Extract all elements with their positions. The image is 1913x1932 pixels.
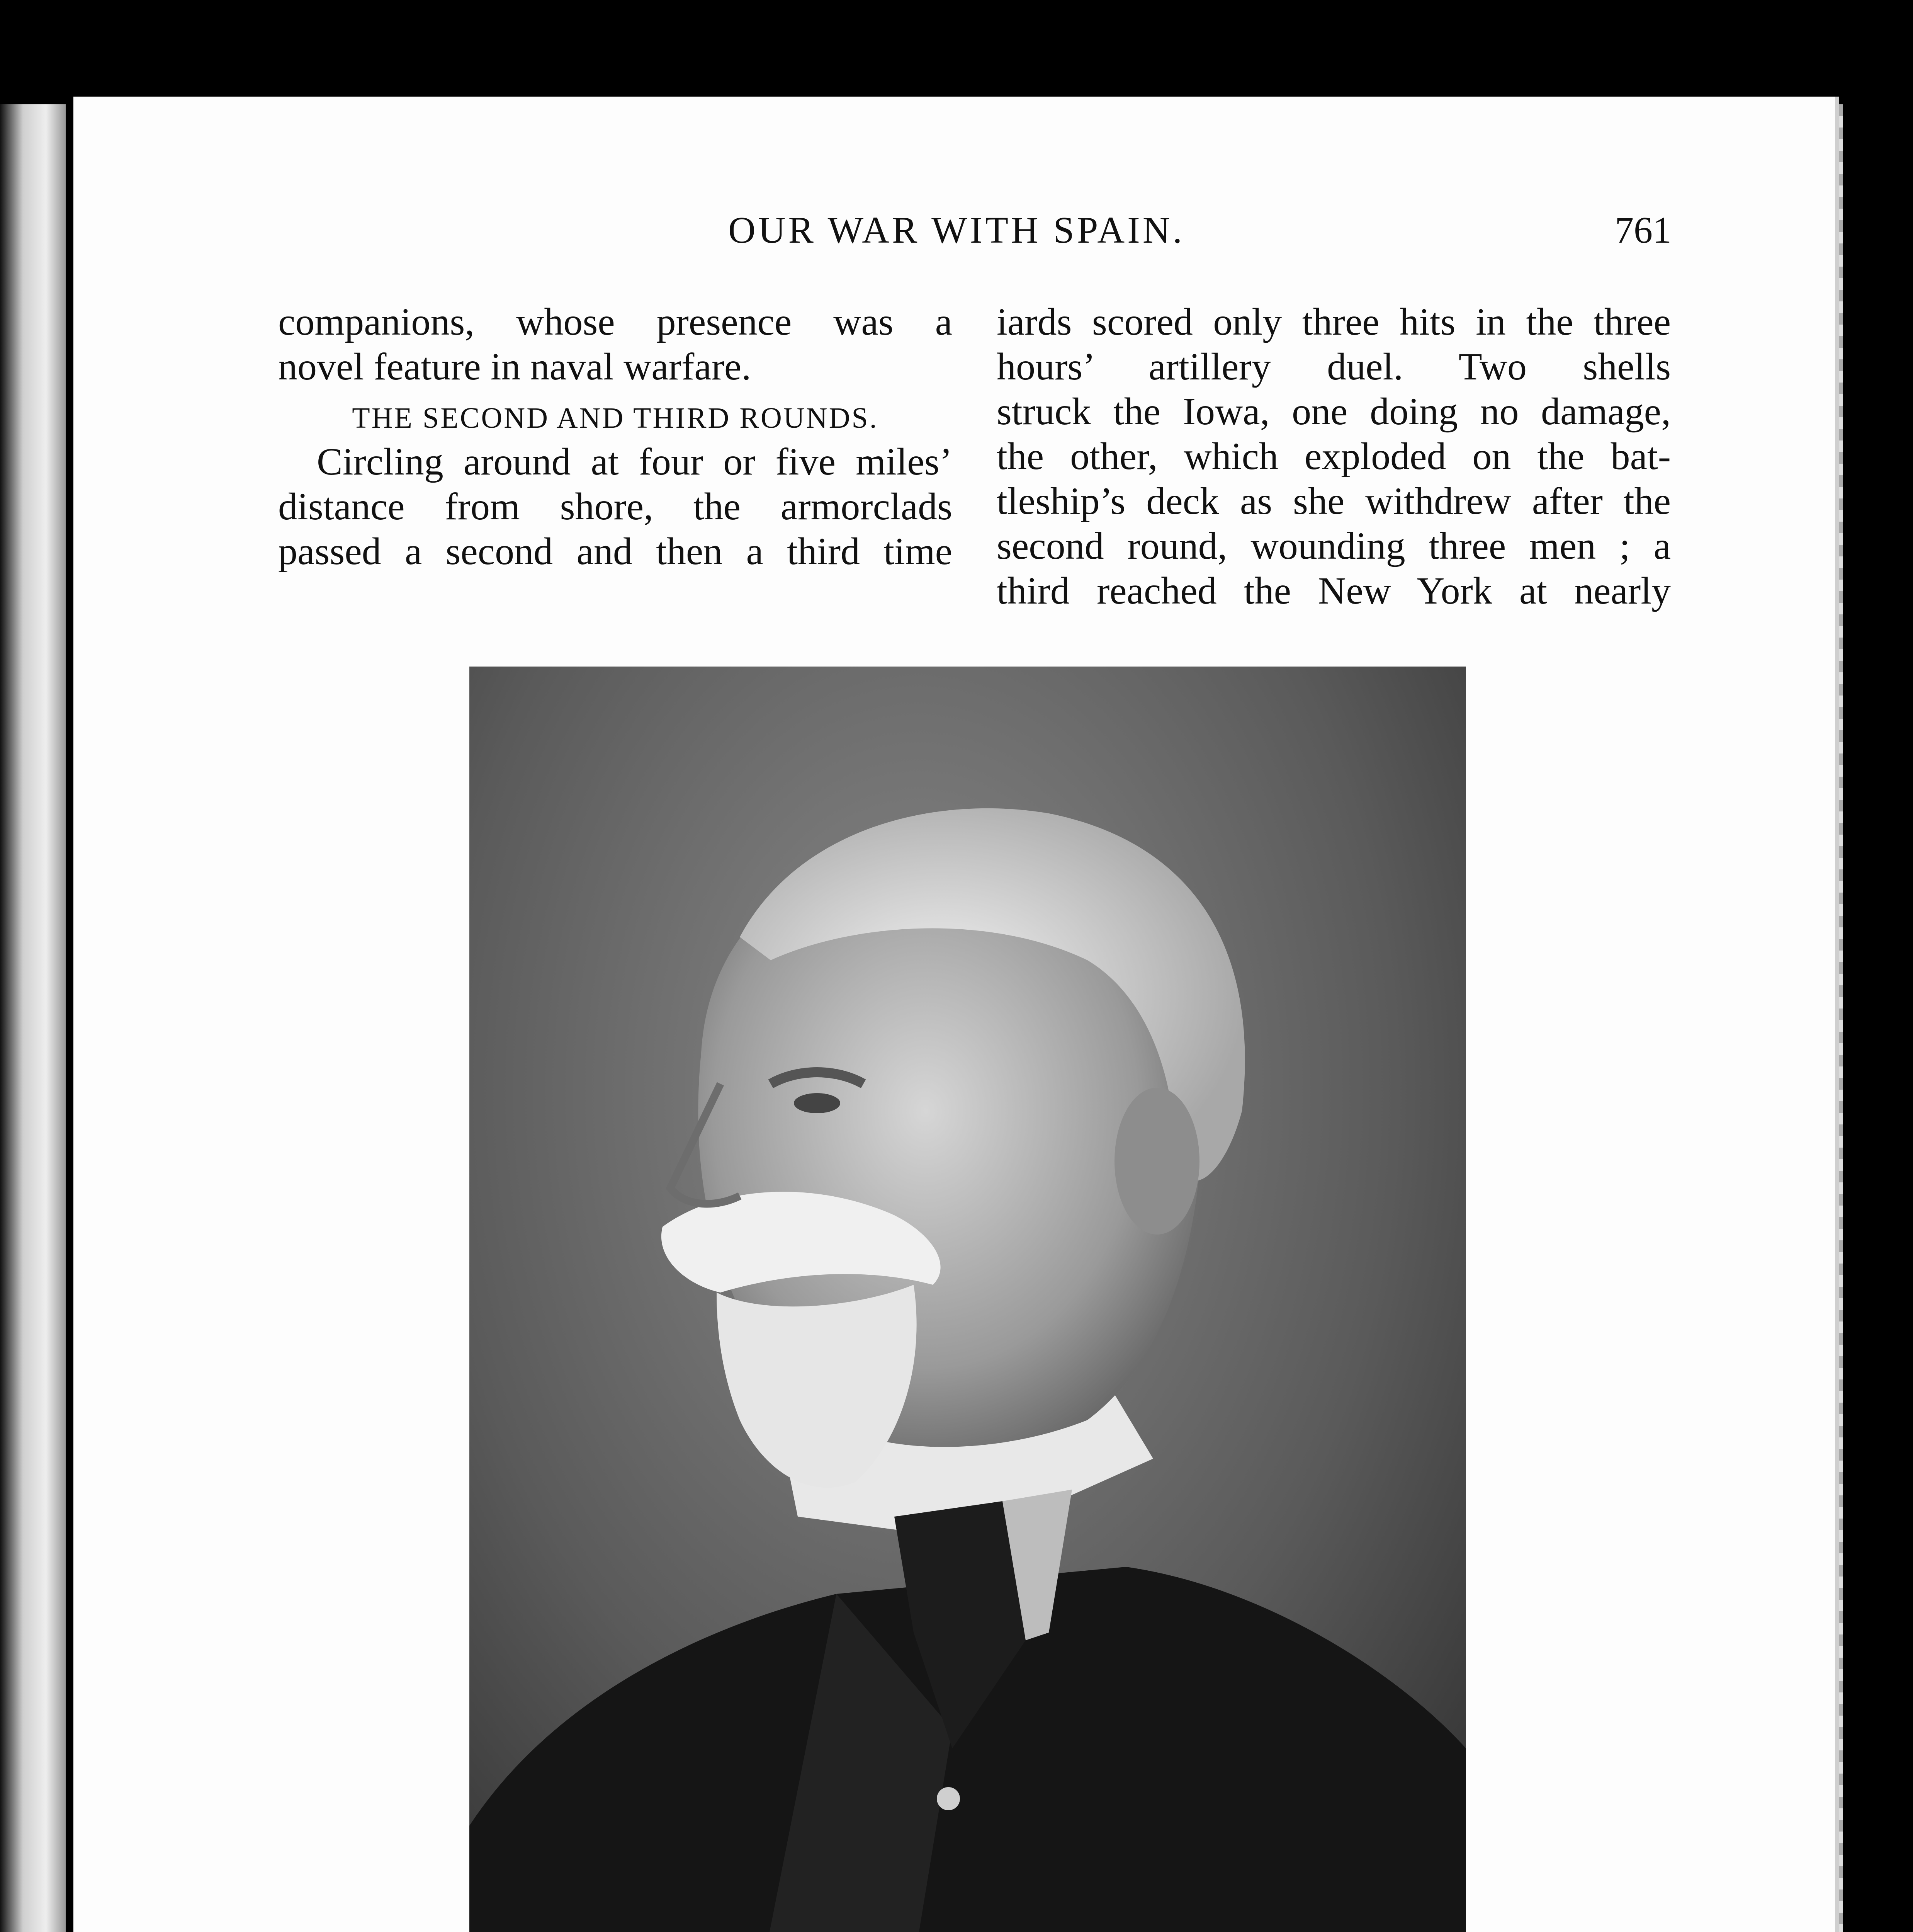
text-line: hours’ artillery duel. Two shells: [997, 345, 1671, 388]
portrait-photo: [469, 667, 1466, 1932]
text-line: the other, which exploded on the bat-: [997, 435, 1671, 478]
page-edge: [1839, 104, 1843, 1932]
text-line: tleship’s deck as she withdrew after the: [997, 480, 1671, 522]
text-line: second round, wounding three men ; a: [997, 524, 1671, 567]
text-line: distance from shore, the armorclads: [278, 485, 952, 528]
running-head: OUR WAR WITH SPAIN.: [728, 209, 1185, 251]
text-line: iards scored only three hits in the three: [997, 300, 1671, 343]
page-number: 761: [1615, 209, 1672, 251]
top-left-column: [278, 299, 952, 574]
top-right-column: [997, 299, 1671, 613]
text-line: companions, whose presence was a: [278, 300, 952, 343]
text-line: novel feature in naval warfare.: [278, 345, 751, 388]
text-line: Circling around at four or five miles’: [317, 440, 952, 483]
text-line: struck the Iowa, one doing no damage,: [997, 390, 1671, 433]
text-line: passed a second and then a third time: [278, 530, 952, 573]
book-spine: [0, 104, 66, 1932]
text-line: third reached the New York at nearly: [997, 569, 1671, 612]
section-heading: THE SECOND AND THIRD ROUNDS.: [352, 402, 878, 434]
